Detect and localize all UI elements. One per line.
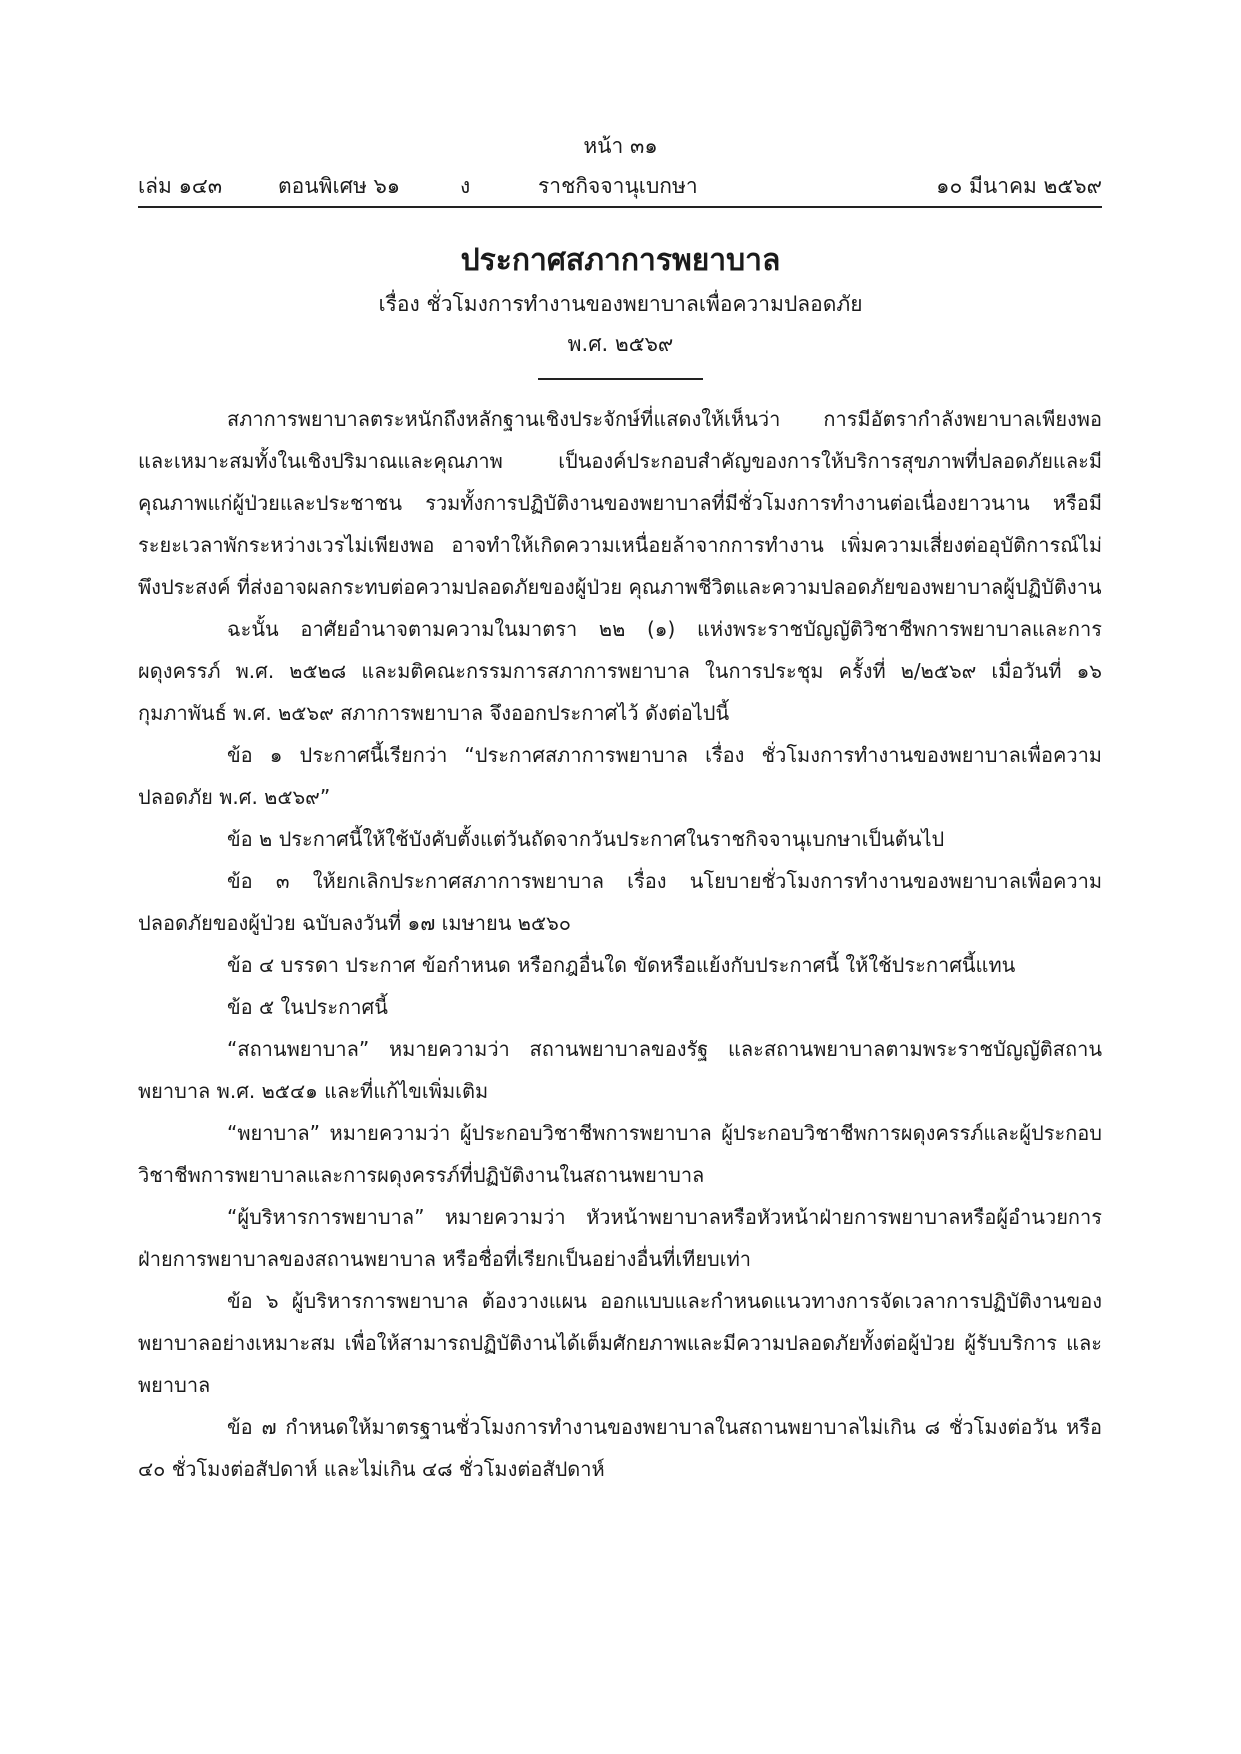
clause-1: ข้อ ๑ ประกาศนี้เรียกว่า “ประกาศสภาการพยาบาล เรื่อง ชั่วโมงการทำงานของพยาบาลเพื่อความปลอดภัย พ.ศ. ๒๕๖๙” bbox=[138, 743, 1102, 809]
gazette-name: ราชกิจจานุเบกษา bbox=[538, 174, 698, 198]
paragraph-preamble: สภาการพยาบาลตระหนักถึงหลักฐานเชิงประจักษ์ที่แสดงให้เห็นว่า การมีอัตรากำลังพยาบาลเพียงพอ และเหมาะสมทั้งในเชิงปริมาณและคุณภาพ เป็นองค์ประกอบสำคัญของการให้บริการสุขภาพที่ปลอดภัยและมีคุณภาพแก่ผู้ป่วยและประชาชน รวมทั้งการปฏิบัติงานของพยาบาลที่มีชั่วโมงการทำงานต่อเนื่องยาวนาน หรือมีระยะเวลาพักระหว่างเวรไม่เพียงพอ อาจทำให้เกิดความเหนื่อยล้าจากการทำงาน เพิ่มความเสี่ยงต่ออุบัติการณ์ไม่พึงประสงค์ ที่ส่งอาจผลกระทบต่อความปลอดภัยของผู้ป่วย คุณภาพชีวิตและความปลอดภัยของพยาบาลผู้ปฏิบัติงาน bbox=[138, 407, 1102, 599]
clause-7: ข้อ ๗ กำหนดให้มาตรฐานชั่วโมงการทำงานของพยาบาลในสถานพยาบาลไม่เกิน ๘ ชั่วโมงต่อวัน หรือ ๔๐ ชั่วโมงต่อสัปดาห์ และไม่เกิน ๔๘ ชั่วโมงต่อสัปดาห์ bbox=[138, 1415, 1102, 1481]
definition-healthcare-facility: “สถานพยาบาล” หมายความว่า สถานพยาบาลของรัฐ และสถานพยาบาลตามพระราชบัญญัติสถานพยาบาล พ.ศ. ๒๕๔๑ และที่แก้ไขเพิ่มเติม bbox=[138, 1037, 1102, 1103]
title-block bbox=[0, 238, 1241, 380]
volume-number: เล่ม ๑๔๓ bbox=[138, 174, 223, 198]
page-number: หน้า ๓๑ bbox=[583, 134, 658, 158]
document-body bbox=[138, 398, 1102, 1490]
gazette-header bbox=[138, 170, 1102, 206]
section-number: ตอนพิเศษ ๖๑ bbox=[278, 174, 401, 198]
definition-nurse: “พยาบาล” หมายความว่า ผู้ประกอบวิชาชีพการพยาบาล ผู้ประกอบวิชาชีพการผดุงครรภ์และผู้ประกอบวิชาชีพการพยาบาลและการผดุงครรภ์ที่ปฏิบัติงานในสถานพยาบาล bbox=[138, 1121, 1102, 1187]
document-title: ประกาศสภาการพยาบาล bbox=[460, 243, 781, 278]
clause-5: ข้อ ๕ ในประกาศนี้ bbox=[227, 995, 388, 1019]
title-divider bbox=[538, 378, 703, 380]
clause-6: ข้อ ๖ ผู้บริหารการพยาบาล ต้องวางแผน ออกแบบและกำหนดแนวทางการจัดเวลาการปฏิบัติงานของพยาบาลอย่างเหมาะสม เพื่อให้สามารถปฏิบัติงานได้เต็มศักยภาพและมีความปลอดภัยทั้งต่อผู้ป่วย ผู้รับบริการ และพยาบาล bbox=[138, 1289, 1102, 1397]
definition-nursing-administrator: “ผู้บริหารการพยาบาล” หมายความว่า หัวหน้าพยาบาลหรือหัวหน้าฝ่ายการพยาบาลหรือผู้อำนวยการฝ่ายการพยาบาลของสถานพยาบาล หรือชื่อที่เรียกเป็นอย่างอื่นที่เทียบเท่า bbox=[138, 1205, 1102, 1271]
publication-date: ๑๐ มีนาคม ๒๕๖๙ bbox=[936, 174, 1102, 198]
paragraph-authority: ฉะนั้น อาศัยอำนาจตามความในมาตรา ๒๒ (๑) แห่งพระราชบัญญัติวิชาชีพการพยาบาลและการผดุงครรภ์ พ.ศ. ๒๕๒๘ และมติคณะกรรมการสภาการพยาบาล ในการประชุม ครั้งที่ ๒/๒๕๖๙ เมื่อวันที่ ๑๖ กุมภาพันธ์ พ.ศ. ๒๕๖๙ สภาการพยาบาล จึงออกประกาศไว้ ดังต่อไปนี้ bbox=[138, 617, 1102, 725]
clause-3: ข้อ ๓ ให้ยกเลิกประกาศสภาการพยาบาล เรื่อง นโยบายชั่วโมงการทำงานของพยาบาลเพื่อความปลอดภัยของผู้ป่วย ฉบับลงวันที่ ๑๗ เมษายน ๒๕๖๐ bbox=[138, 869, 1102, 935]
document-subject: เรื่อง ชั่วโมงการทำงานของพยาบาลเพื่อความปลอดภัย bbox=[378, 292, 863, 316]
document-year: พ.ศ. ๒๕๖๙ bbox=[567, 332, 674, 356]
header-divider bbox=[138, 206, 1102, 208]
section-type: ง bbox=[460, 174, 471, 198]
clause-2: ข้อ ๒ ประกาศนี้ให้ใช้บังคับตั้งแต่วันถัดจากวันประกาศในราชกิจจานุเบกษาเป็นต้นไป bbox=[227, 827, 945, 851]
clause-4: ข้อ ๔ บรรดา ประกาศ ข้อกำหนด หรือกฎอื่นใด ขัดหรือแย้งกับประกาศนี้ ให้ใช้ประกาศนี้แทน bbox=[227, 953, 1016, 977]
